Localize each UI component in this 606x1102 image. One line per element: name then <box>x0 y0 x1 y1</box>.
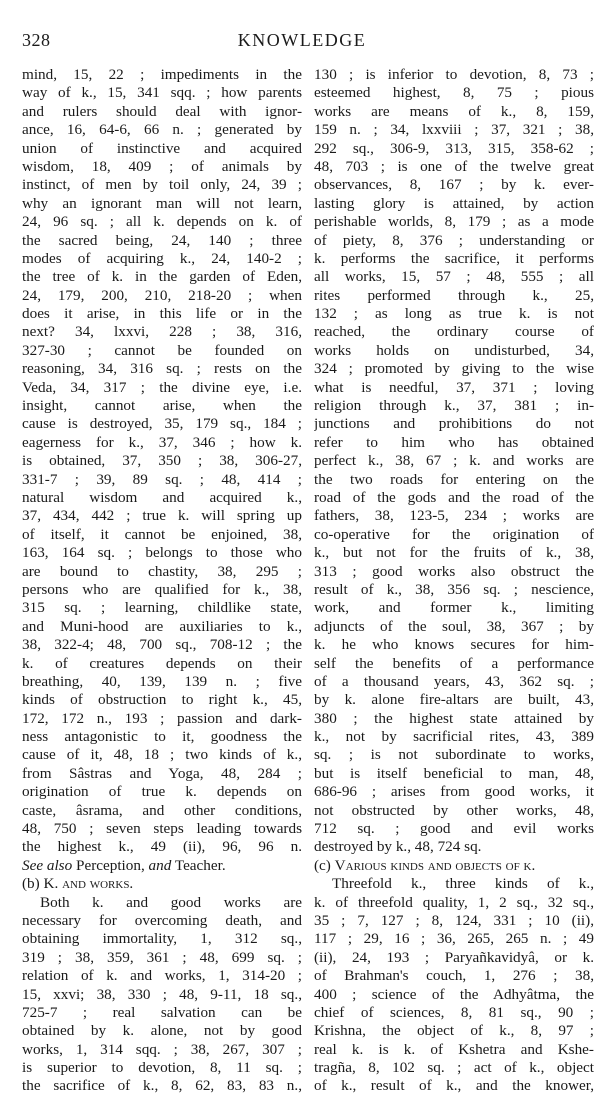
index-line: what is needful, 37, 371 ; loving <box>314 378 594 396</box>
index-line: works holds on undisturbed, 34, <box>314 341 594 359</box>
index-line: 327-30 ; cannot be founded on <box>22 341 302 359</box>
index-line: persons who are qualified for k., 38, <box>22 580 302 598</box>
index-line: 35 ; 7, 127 ; 8, 124, 331 ; 10 (ii), <box>314 911 594 929</box>
index-line: mind, 15, 22 ; impediments in the <box>22 66 302 83</box>
index-line: of itself, it cannot be enjoined, 38, <box>22 525 302 543</box>
left-column-section-b-entries <box>22 894 302 1096</box>
index-line: rites performed through k., 25, <box>314 286 594 304</box>
index-line: ance, 16, 64-6, 66 n. ; generated by <box>22 121 302 139</box>
index-line: result of k., 38, 356 sq. ; nescience, <box>314 580 594 598</box>
index-line: are bound to chastity, 38, 295 ; <box>22 562 302 580</box>
right-column-entries <box>314 66 594 857</box>
section-label: (c) <box>314 856 335 874</box>
teacher-text: Teacher. <box>171 856 226 874</box>
index-line: 712 sq. ; good and evil works <box>314 820 594 838</box>
index-line: wisdom, 18, 409 ; of animals by <box>22 157 302 175</box>
right-column-section-c-entries <box>314 875 594 1096</box>
index-line: religion through k., 37, 381 ; in- <box>314 397 594 415</box>
section-title: Various kinds and objects of k. <box>334 856 536 874</box>
index-line: the sacrifice of k., 8, 62, 83, 83 n., <box>22 1077 302 1095</box>
index-line: 48, 703 ; is one of the twelve great <box>314 157 594 175</box>
index-line: relation of k. and works, 1, 314-20 ; <box>22 967 302 985</box>
section-heading-b <box>22 875 302 893</box>
index-line: Krishna, the object of k., 8, 97 ; <box>314 1022 594 1040</box>
index-line: 292 sq., 306-9, 313, 315, 358-62 ; <box>314 139 594 157</box>
index-line: and Muni-hood are auxiliaries to k., <box>22 617 302 635</box>
index-line: 130 ; is inferior to devotion, 8, 73 ; <box>314 66 594 83</box>
index-line: 37, 434, 442 ; true k. will spring up <box>22 507 302 525</box>
index-line: but is itself beneficial to man, 48, <box>314 764 594 782</box>
index-line: not obstructed by other works, 48, <box>314 801 594 819</box>
index-line: 15, xxvi; 38, 330 ; 48, 9-11, 18 sq., <box>22 985 302 1003</box>
index-line: of piety, 8, 376 ; understanding or <box>314 231 594 249</box>
left-column-entries <box>22 66 302 857</box>
index-line: 400 ; science of the Adhyâtma, the <box>314 985 594 1003</box>
index-line: 38, 322-4; 48, 700 sq., 708-12 ; the <box>22 636 302 654</box>
page-header <box>22 30 582 54</box>
index-line: does it arise, in this life or in the <box>22 305 302 323</box>
index-line: works are means of k., 8, 159, <box>314 102 594 120</box>
index-line: is obtained, 37, 350 ; 38, 306-27, <box>22 452 302 470</box>
index-line: co-operative for the origination of <box>314 525 594 543</box>
index-line: eagerness for k., 37, 346 ; how k. <box>22 433 302 451</box>
index-line: way of k., 15, 341 sqq. ; how parents <box>22 84 302 102</box>
index-line: esteemed highest, 8, 75 ; pious <box>314 84 594 102</box>
section-label: (b) <box>22 875 44 893</box>
index-line: 315 sq. ; learning, childlike state, <box>22 599 302 617</box>
index-line: the tree of k. in the garden of Eden, <box>22 268 302 286</box>
index-line: perishable worlds, 8, 179 ; as a mode <box>314 213 594 231</box>
index-line: cause is destroyed, 35, 179 sq., 184 ; <box>22 415 302 433</box>
index-line: k. performs the sacrifice, it performs <box>314 249 594 267</box>
and-italic: and <box>148 856 172 874</box>
index-line: is superior to devotion, 8, 11 sq. ; <box>22 1059 302 1077</box>
index-line: k., but not for the fruits of k., 38, <box>314 544 594 562</box>
index-line: next? 34, lxxvi, 228 ; 38, 316, <box>22 323 302 341</box>
index-line: 324 ; promoted by giving to the wise <box>314 360 594 378</box>
index-line: necessary for overcoming death, and <box>22 911 302 929</box>
index-line: k., not by sacrificial rites, 43, 389 <box>314 728 594 746</box>
index-line: observances, 8, 167 ; by k. ever- <box>314 176 594 194</box>
index-line: of k., result of k., and the knower, <box>314 1077 594 1095</box>
index-line: 331-7 ; 39, 89 sq. ; 48, 414 ; <box>22 470 302 488</box>
index-line: work, and former k., limiting <box>314 599 594 617</box>
index-line: Veda, 34, 317 ; the divine eye, i.e. <box>22 378 302 396</box>
index-line: fathers, 38, 123-5, 234 ; works are <box>314 507 594 525</box>
index-line: 319 ; 38, 359, 361 ; 48, 699 sq. ; <box>22 948 302 966</box>
index-line: all works, 15, 57 ; 48, 555 ; all <box>314 268 594 286</box>
index-line: origination of true k. depends on <box>22 783 302 801</box>
index-line: insight, cannot arise, when the <box>22 397 302 415</box>
index-line: refer to him who has obtained <box>314 433 594 451</box>
index-line: from Sâstras and Yoga, 48, 284 ; <box>22 764 302 782</box>
index-line: destroyed by k., 48, 724 sq. <box>314 838 482 856</box>
index-line: 163, 164 sq. ; belongs to those who <box>22 544 302 562</box>
index-line: 117 ; 29, 16 ; 36, 265, 265 n. ; 49 <box>314 930 594 948</box>
index-line: the highest k., 49 (ii), 96, 96 n. <box>22 838 302 856</box>
index-line: k. he who knows secures for him- <box>314 636 594 654</box>
index-line: caste, âsrama, and other conditions, <box>22 801 302 819</box>
index-line: (ii), 24, 193 ; Paryañkavidyâ, or k. <box>314 948 594 966</box>
index-line: obtaining immortality, 1, 312 sq., <box>22 930 302 948</box>
index-line: 24, 96 sq. ; all k. depends on k. of <box>22 213 302 231</box>
index-line: sq. ; is not subordinate to works, <box>314 746 594 764</box>
index-line: breathing, 40, 139, 139 n. ; five <box>22 672 302 690</box>
index-line: works, 1, 314 sqq. ; 38, 267, 307 ; <box>22 1040 302 1058</box>
index-line: union of instinctive and acquired <box>22 139 302 157</box>
index-line: reached, the ordinary course of <box>314 323 594 341</box>
right-column <box>314 66 594 1096</box>
section-title: K. and works. <box>43 875 134 893</box>
index-line: 686-96 ; arises from good works, it <box>314 783 594 801</box>
index-line: self the benefits of a performance <box>314 654 594 672</box>
index-line: 313 ; good works also obstruct the <box>314 562 594 580</box>
index-line: 48, 750 ; seven steps leading towards <box>22 820 302 838</box>
index-line: road of the gods and the road of the <box>314 488 594 506</box>
index-line: reasoning, 34, 316 sq. ; rests on the <box>22 360 302 378</box>
index-line: why an ignorant man will not learn, <box>22 194 302 212</box>
index-line: k. of creatures depends on their <box>22 654 302 672</box>
index-line: 380 ; the highest state attained by <box>314 709 594 727</box>
section-heading-c <box>314 857 594 875</box>
see-also-line <box>22 857 302 875</box>
index-line: real k. is k. of Kshetra and Kshe- <box>314 1040 594 1058</box>
index-line: chief of sciences, 8, 81 sq., 90 ; <box>314 1003 594 1021</box>
index-line: of Brahman's couch, 1, 276 ; 38, <box>314 967 594 985</box>
index-line: 159 n. ; 34, lxxviii ; 37, 321 ; 38, <box>314 121 594 139</box>
index-line: 725-7 ; real salvation can be <box>22 1003 302 1021</box>
index-line: k. of threefold quality, 1, 2 sq., 32 sq., <box>314 893 594 911</box>
page-number: 328 <box>22 30 51 50</box>
see-also-text: Perception, <box>72 856 149 874</box>
index-line: modes of acquiring k., 24, 140-2 ; <box>22 249 302 267</box>
index-line: natural wisdom and acquired k., <box>22 488 302 506</box>
index-line: perfect k., 38, 67 ; k. and works are <box>314 452 594 470</box>
index-line: the sacred being, 24, 140 ; three <box>22 231 302 249</box>
index-line: obtained by k. alone, not by good <box>22 1022 302 1040</box>
index-line: lasting glory is attained, by action <box>314 194 594 212</box>
index-line: ness antagonistic to it, goodness the <box>22 728 302 746</box>
left-column <box>22 66 302 1096</box>
index-line: 172, 172 n., 193 ; passion and dark- <box>22 709 302 727</box>
index-line: of a thousand years, 43, 362 sq. ; <box>314 672 594 690</box>
index-line: the two roads for entering on the <box>314 470 594 488</box>
index-line: adjuncts of the soul, 38, 367 ; by <box>314 617 594 635</box>
index-line: by k. alone fire-altars are built, 43, <box>314 691 594 709</box>
index-line: kinds of obstruction to right k., 45, <box>22 691 302 709</box>
index-line: Both k. and good works are <box>40 893 302 911</box>
index-line: Threefold k., three kinds of k., <box>332 875 594 893</box>
running-head: KNOWLEDGE <box>237 30 367 50</box>
see-also-italic: See also <box>22 856 73 874</box>
index-line: 24, 179, 200, 210, 218-20 ; when <box>22 286 302 304</box>
index-line: tragña, 8, 102 sq. ; act of k., object <box>314 1059 594 1077</box>
index-line: cause of it, 48, 18 ; two kinds of k., <box>22 746 302 764</box>
index-line: junctions and prohibitions do not <box>314 415 594 433</box>
index-line: 132 ; as long as true k. is not <box>314 305 594 323</box>
index-line: and rulers should deal with ignor- <box>22 102 302 120</box>
index-line: instinct, of men by toil only, 24, 39 ; <box>22 176 302 194</box>
